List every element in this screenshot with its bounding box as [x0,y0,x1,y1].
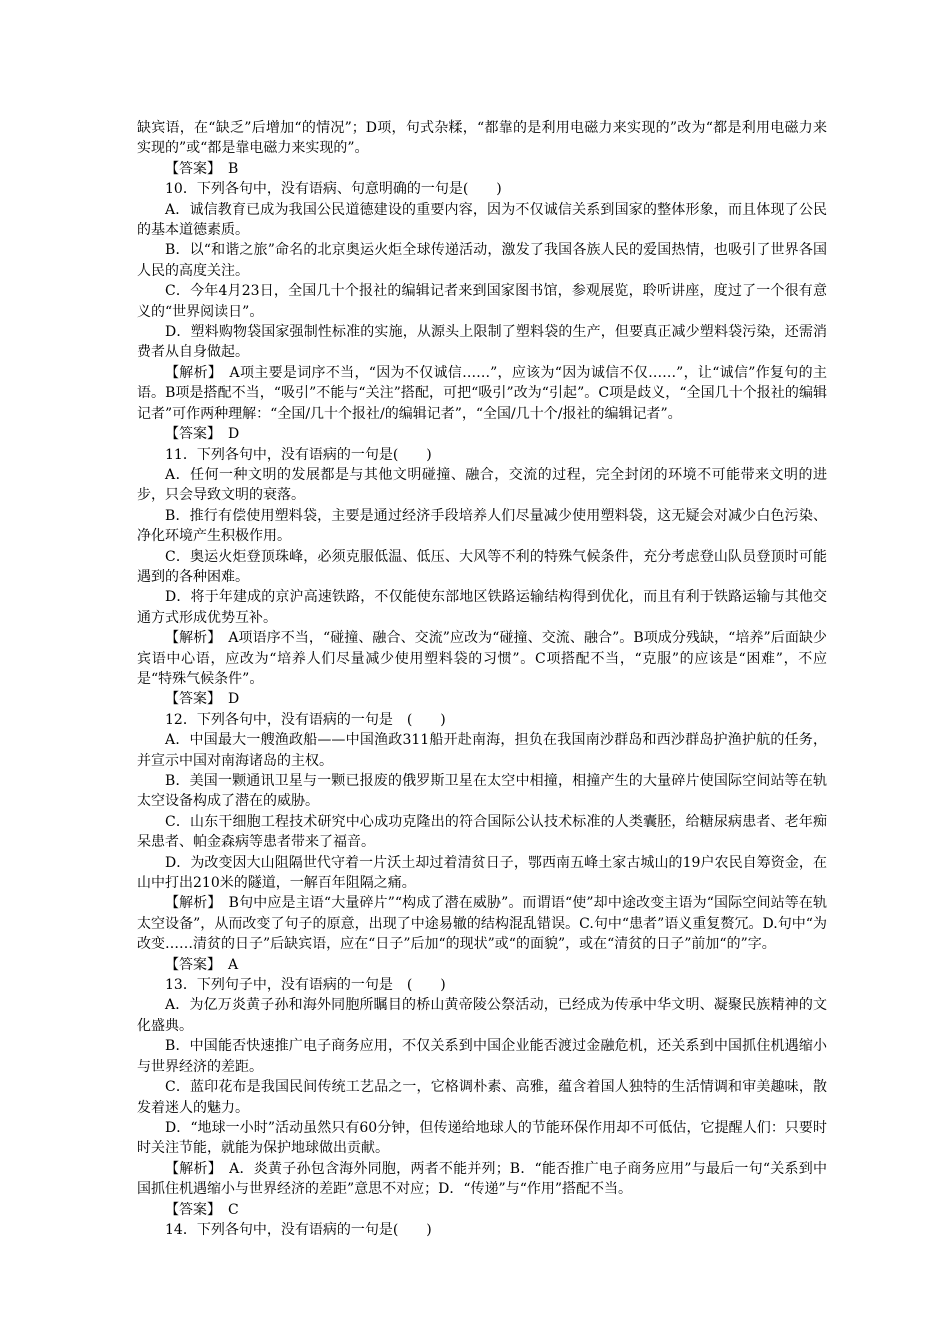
question-10-option-b: B．以“和谐之旅”命名的北京奥运火炬全球传递活动，激发了我国各族人民的爱国热情，也吸引了世界各国人民的高度关注。 [137,242,827,279]
answer-12: 【答案】 A [165,956,239,973]
document-page [137,118,827,1240]
question-12: 12．下列各句中，没有语病的一句是 ( ) [165,711,446,728]
question-11-option-b: B．推行有偿使用塑料袋，主要是通过经济手段培养人们尽量减少使用塑料袋，这无疑会对减少白色污染、净化环境产生积极作用。 [137,507,827,545]
question-13-option-c: C．蓝印花布是我国民间传统工艺品之一，它格调朴素、高雅，蕴含着国人独特的生活情调和审美趣味，散发着迷人的魅力。 [137,1079,827,1116]
question-10-option-a: A．诚信教育已成为我国公民道德建设的重要内容，因为不仅诚信关系到国家的整体形象，而且体现了公民的基本道德素质。 [137,201,827,239]
answer-13: 【答案】 C [165,1201,239,1218]
analysis-11: 【解析】 A项语序不当，“碰撞、融合、交流”应改为“碰撞、交流、融合”。B项成分残缺，“培养”后面缺少宾语中心语，应改为“培养人们尽量减少使用塑料袋的习惯”。C项搭配不当，“克服”的应该是“困难”，不应是“特殊气候条件”。 [137,630,827,687]
question-12-option-b: B．美国一颗通讯卫星与一颗已报废的俄罗斯卫星在太空中相撞，相撞产生的大量碎片使国际空间站等在轨太空设备构成了潜在的威胁。 [137,773,827,810]
question-11: 11．下列各句中，没有语病的一句是( ) [165,446,432,463]
analysis-12: 【解析】 B句中应是主语“大量碎片”“构成了潜在威胁”。而谓语“使”却中途改变主语为“国际空间站等在轨太空设备”，从而改变了句子的原意，出现了中途易辙的结构混乱错误。C.句中“患者”语义重复赘冗。D.句中“为改变……清贫的日子”后缺宾语，应在“日子”后加“的现状”或“的面貌”，或在“清贫的日子”前加“的”字。 [137,895,827,953]
question-12-option-c: C．山东干细胞工程技术研究中心成功克隆出的符合国际公认技术标准的人类囊胚，给糖尿病患者、老年痴呆患者、帕金森病等患者带来了福音。 [137,813,827,851]
analysis-13: 【解析】 A．炎黄子孙包含海外同胞，两者不能并列；B．“能否推广电子商务应用”与最后一句“关系到中国抓住机遇缩小与世界经济的差距”意思不对应；D．“传递”与“作用”搭配不当。 [137,1160,827,1198]
question-12-option-d: D．为改变因大山阻隔世代守着一片沃土却过着清贫日子，鄂西南五峰土家古城山的19户农民自筹资金，在山中打出210米的隧道，一解百年阻隔之痛。 [137,854,827,892]
question-14: 14．下列各句中，没有语病的一句是( ) [165,1221,432,1238]
question-10-option-d: D．塑料购物袋国家强制性标准的实施，从源头上限制了塑料袋的生产，但要真正减少塑料袋污染，还需消费者从自身做起。 [137,324,827,361]
answer-10: 【答案】 D [165,426,240,443]
question-13-option-a: A．为亿万炎黄子孙和海外同胞所瞩目的桥山黄帝陵公祭活动，已经成为传承中华文明、凝聚民族精神的文化盛典。 [137,997,827,1034]
question-13: 13．下列句子中，没有语病的一句是 ( ) [165,977,446,994]
paragraph-analysis-9-continued: 缺宾语，在“缺乏”后增加“的情况”；D项，句式杂糅，“都靠的是利用电磁力来实现的”改为“都是利用电磁力来实现的”或“都是靠电磁力来实现的”。 [137,120,827,157]
question-13-option-b: B．中国能否快速推广电子商务应用，不仅关系到中国企业能否渡过金融危机，还关系到中国抓住机遇缩小与世界经济的差距。 [137,1038,827,1075]
answer-11: 【答案】 D [165,691,240,708]
question-10-option-c: C．今年4月23日，全国几十个报社的编辑记者来到国家图书馆，参观展览，聆听讲座，度过了一个很有意义的“世界阅读日”。 [137,283,827,320]
question-10: 10．下列各句中，没有语病、句意明确的一句是( ) [165,181,502,198]
analysis-10: 【解析】 A项主要是词序不当，“因为不仅诚信……”，应该为“因为诚信不仅……”，让“诚信”作复句的主语。B项是搭配不当，“吸引”不能与“关注”搭配，可把“吸引”改为“引起”。C项是歧义，“全国几十个报社的编辑记者”可作两种理解：“全国/几十个报社/的编辑记者”，“全国/几十个/报社的编辑记者”。 [137,364,827,422]
question-11-option-c: C．奥运火炬登顶珠峰，必须克服低温、低压、大风等不利的特殊气候条件，充分考虑登山队员登顶时可能遇到的各种困难。 [137,548,827,585]
answer-9: 【答案】 B [165,160,239,177]
question-11-option-d: D．将于年建成的京沪高速铁路，不仅能使东部地区铁路运输结构得到优化，而且有利于铁路运输与其他交通方式形成优势互补。 [137,589,827,626]
question-11-option-a: A．任何一种文明的发展都是与其他文明碰撞、融合，交流的过程，完全封闭的环境不可能带来文明的进步，只会导致文明的衰落。 [137,466,827,504]
question-13-option-d: D．“地球一小时”活动虽然只有60分钟，但传递给地球人的节能环保作用却不可低估，它提醒人们：只要时时关注节能，就能为保护地球做出贡献。 [137,1119,827,1157]
question-12-option-a: A．中国最大一艘渔政船——中国渔政311船开赴南海，担负在我国南沙群岛和西沙群岛护渔护航的任务，并宣示中国对南海诸岛的主权。 [137,732,827,769]
